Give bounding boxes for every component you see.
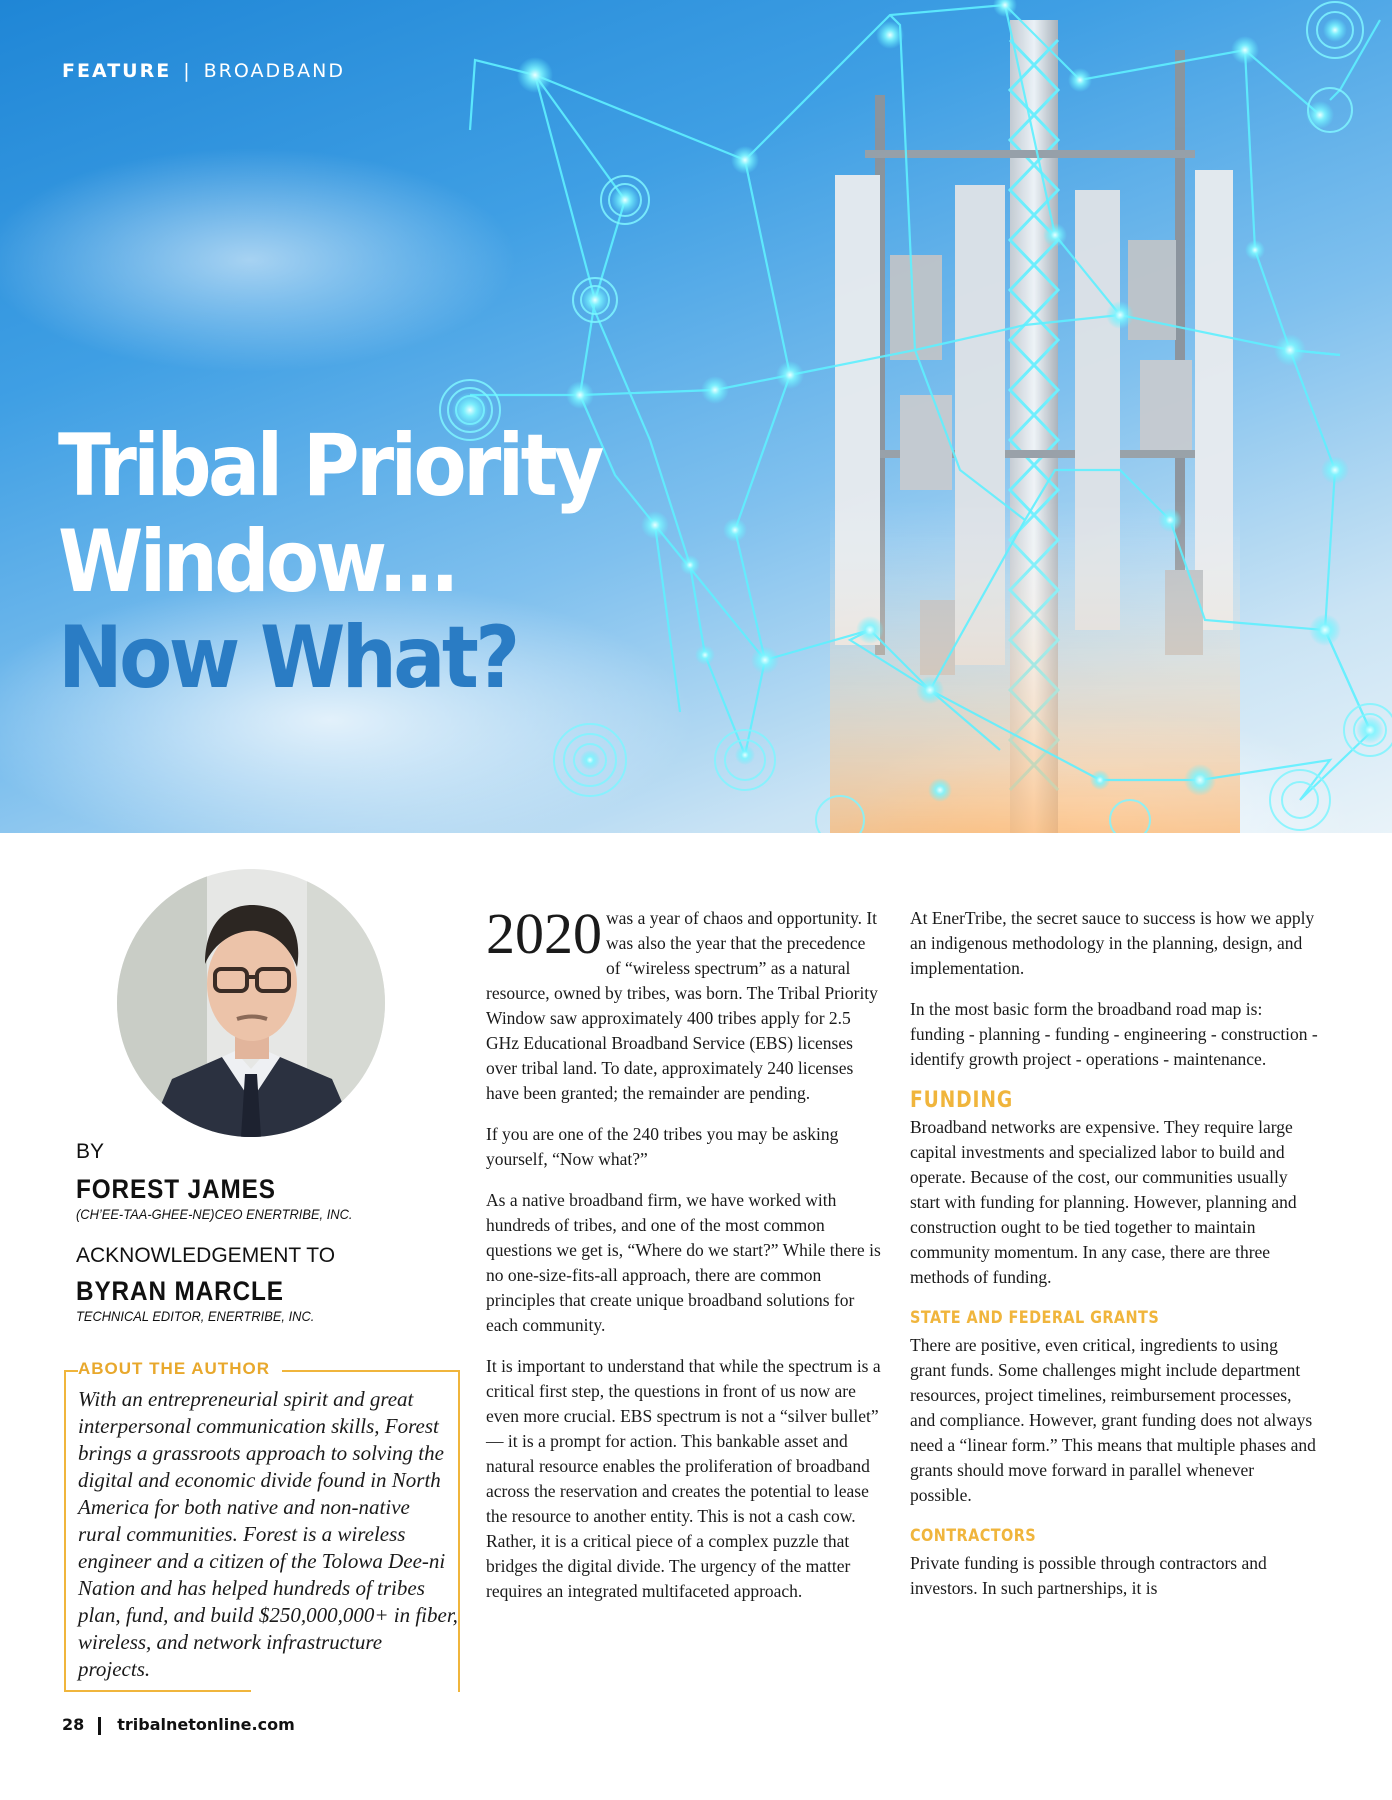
author-name: FOREST JAMES bbox=[76, 1174, 276, 1204]
acknowledged-title: TECHNICAL EDITOR, ENERTRIBE, INC. bbox=[76, 1308, 315, 1324]
footer-site-link[interactable]: tribalnetonline.com bbox=[117, 1715, 295, 1734]
grants-heading: STATE AND FEDERAL GRANTS bbox=[910, 1308, 1160, 1328]
headline-line-2: Window... bbox=[58, 512, 456, 612]
paragraph-9: Private funding is possible through contractors and investors. In such partnerships, it is bbox=[910, 1553, 1267, 1598]
paragraph-2: If you are one of the 240 tribes you may be asking yourself, “Now what?” bbox=[486, 1124, 839, 1169]
author-photo bbox=[117, 869, 385, 1137]
article-headline bbox=[58, 418, 601, 706]
drop-cap-year: 2020 bbox=[486, 901, 602, 966]
paragraph-6: In the most basic form the broadband road map is: funding - planning - funding - engineering - construction - identify growth project - operations - maintenance. bbox=[910, 999, 1318, 1069]
kicker-feature: FEATURE bbox=[62, 60, 172, 82]
about-the-author-box bbox=[64, 1359, 460, 1692]
author-title: (CH’EE-TAA-GHEE-NE)CEO ENERTRIBE, INC. bbox=[76, 1206, 353, 1222]
headline-line-1: Tribal Priority bbox=[58, 416, 601, 516]
acknowledgement-label: ACKNOWLEDGEMENT TO bbox=[76, 1244, 336, 1267]
author-portrait bbox=[117, 869, 385, 1137]
paragraph-1-text: was a year of chaos and opportunity. It was also the year that the precedence of “wireless spectrum” as a natural resource, owned by tribes, was born. The Tribal Priority Window saw approximately 400 tribes apply for 2.5 GHz Educational Broadband Service (EBS) licenses over tribal land. To date, approximately 240 licenses have been granted; the remainder are pending. bbox=[486, 908, 878, 1103]
kicker-separator: | bbox=[183, 60, 192, 82]
by-label: BY bbox=[76, 1140, 105, 1163]
about-body: With an entrepreneurial spirit and great interpersonal communication skills, Forest brings a grassroots approach to solving the digital and economic divide found in North America for both native and non-native rural communities. Forest is a wireless engineer and a citizen of the Tolowa Dee-ni Nation and has helped hundreds of tribes plan, fund, and build $250,000,000+ in fiber, wireless, and network infrastructure projects. bbox=[78, 1387, 458, 1681]
page-footer bbox=[62, 1715, 295, 1735]
hero-image bbox=[0, 0, 1392, 833]
section-kicker bbox=[62, 60, 345, 82]
contractors-heading: CONTRACTORS bbox=[910, 1526, 1037, 1546]
article-column-middle bbox=[486, 901, 884, 1620]
paragraph-8: There are positive, even critical, ingredients to using grant funds. Some challenges might include department resources, project timelines, reimbursement processes, and compliance. However, grant funding does not always need a “linear form.” This means that multiple phases and grants should move forward in parallel whenever possible. bbox=[910, 1335, 1316, 1505]
about-rule-left bbox=[64, 1370, 66, 1692]
paragraph-3: As a native broadband firm, we have worked with hundreds of tribes, and one of the most common questions we get is, “Where do we start?” While there is no one-size-fits-all approach, there are common principles that create unique broadband solutions for each community. bbox=[486, 1190, 881, 1335]
funding-heading: FUNDING bbox=[910, 1088, 1014, 1113]
acknowledged-name: BYRAN MARCLE bbox=[76, 1276, 284, 1306]
about-rule-right bbox=[458, 1370, 460, 1692]
footer-divider bbox=[98, 1717, 101, 1735]
paragraph-4: It is important to understand that while the spectrum is a critical first step, the questions in front of us now are even more crucial. EBS spectrum is not a “silver bullet” — it is a prompt for action. This bankable asset and natural resource enables the proliferation of broadband across the reservation and creates the potential to lease the resource to another entity. This is not a cash cow. Rather, it is a critical piece of a complex puzzle that bridges the digital divide. The urgency of the matter requires an integrated multifaceted approach. bbox=[486, 1356, 881, 1601]
page-number: 28 bbox=[62, 1715, 85, 1734]
about-rule-bottom bbox=[64, 1690, 251, 1692]
kicker-broadband: BROADBAND bbox=[203, 60, 345, 82]
headline-line-3: Now What? bbox=[58, 608, 517, 708]
paragraph-7: Broadband networks are expensive. They require large capital investments and specialized labor to build and operate. Because of the cost, our communities usually start with funding for planning. However, planning and construction ought to be tied together to maintain community momentum. In any case, there are three methods of funding. bbox=[910, 1117, 1297, 1287]
paragraph-5: At EnerTribe, the secret sauce to success is how we apply an indigenous methodology in the planning, design, and implementation. bbox=[910, 908, 1315, 978]
about-heading: ABOUT THE AUTHOR bbox=[78, 1359, 282, 1379]
article-column-right bbox=[910, 906, 1318, 1617]
paragraph-1 bbox=[486, 901, 884, 1106]
